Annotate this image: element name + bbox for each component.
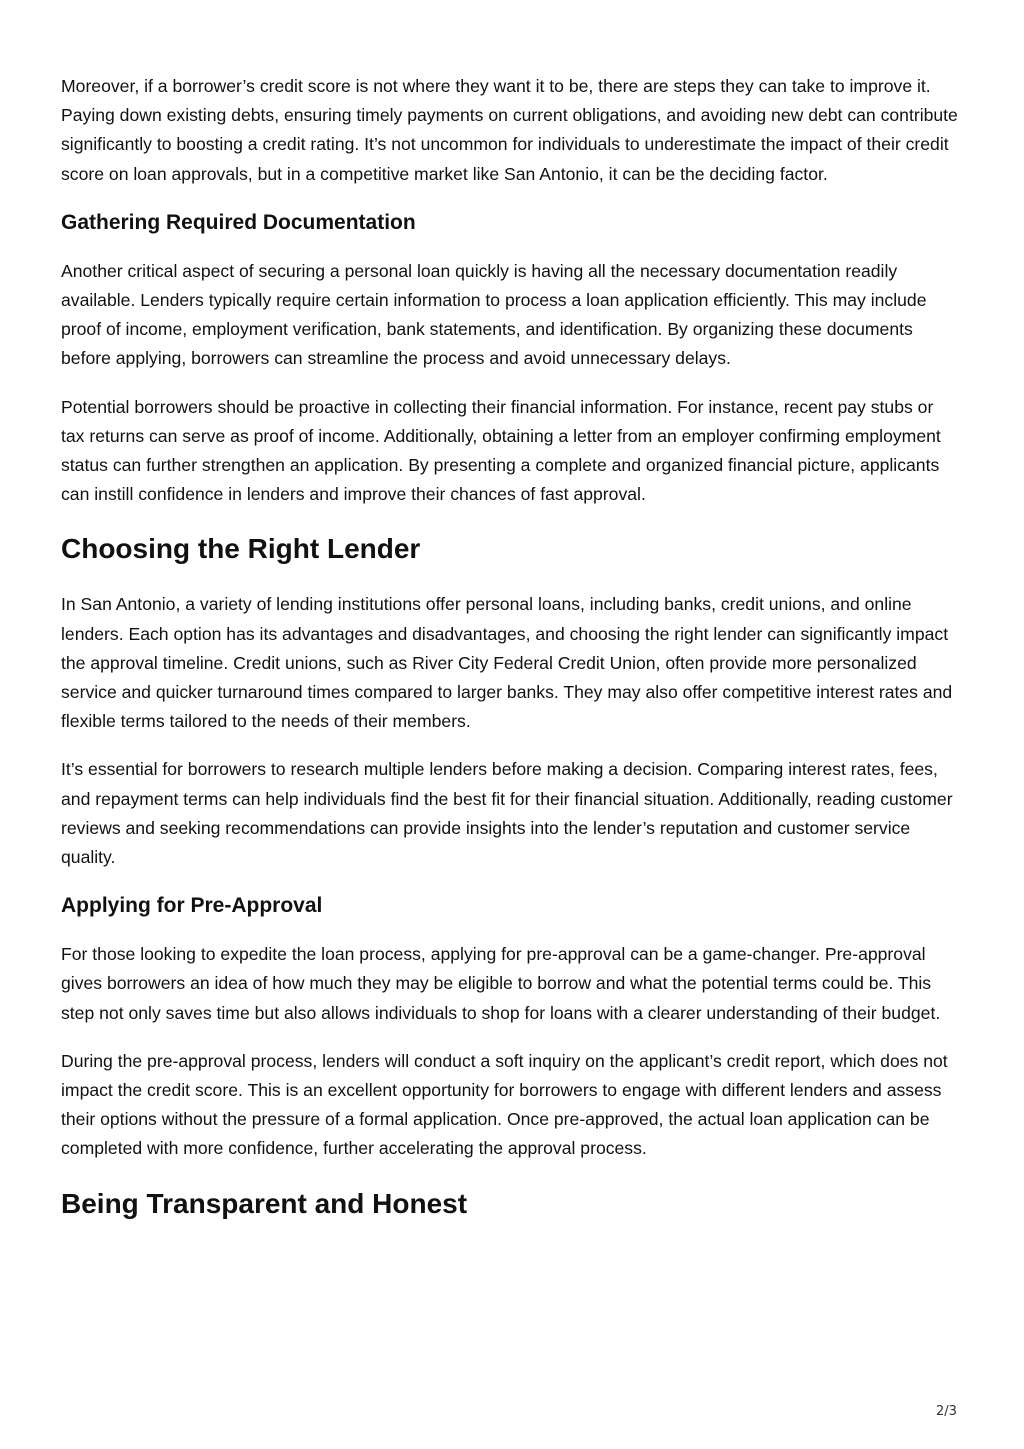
paragraph-documentation: Another critical aspect of securing a personal loan quickly is having all the necessary documentation readily available. Lenders typically require certain information to process a loan application efficiently. This may include proof of income, employment verification, bank statements, and identification. By organizing these documents before applying, borrowers can streamline the process and avoid unnecessary delays. — [61, 260, 927, 369]
heading-transparent-honest: Being Transparent and Honest — [61, 1187, 468, 1219]
paragraph-research-lenders: It’s essential for borrowers to research multiple lenders before making a decision. Comparing interest rates, fees, and repayment terms can help individuals find the best fit for their financial situation. Additionally, reading customer reviews and seeking recommendations can provide insights into the lender’s reputation and customer service quality. — [61, 759, 953, 868]
paragraph-pre-approval-process: During the pre-approval process, lenders will conduct a soft inquiry on the applicant’s credit report, which does not impact the credit score. This is an excellent opportunity for borrowers to engage with different lenders and assess their options without the pressure of a formal application. Once pre-approved, the actual loan application can be completed with more confidence, further accelerating the approval process. — [61, 1050, 948, 1159]
document-page — [61, 72, 961, 1245]
heading-choosing-lender: Choosing the Right Lender — [61, 533, 421, 565]
paragraph-pre-approval-benefits: For those looking to expedite the loan process, applying for pre-approval can be a game-changer. Pre-approval gives borrowers an idea of how much they may be eligible to borrow and what the potential terms could be. This step not only saves time but also allows individuals to shop for loans with a clearer understanding of their budget. — [61, 944, 941, 1023]
paragraph-financial-information: Potential borrowers should be proactive in collecting their financial information. For instance, recent pay stubs or tax returns can serve as proof of income. Additionally, obtaining a letter from an employer confirming employment status can further strengthen an application. By presenting a complete and organized financial picture, applicants can instill confidence in lenders and improve their chances of fast approval. — [61, 396, 941, 505]
paragraph-lending-institutions: In San Antonio, a variety of lending institutions offer personal loans, including banks, credit unions, and online lenders. Each option has its advantages and disadvantages, and choosing the right lender can significantly impact the approval timeline. Credit unions, such as River City Federal Credit Union, often provide more personalized service and quicker turnaround times compared to larger banks. They may also offer competitive interest rates and flexible terms tailored to the needs of their members. — [61, 594, 953, 732]
paragraph-credit-improvement: Moreover, if a borrower’s credit score is not where they want it to be, there are steps they can take to improve it. Paying down existing debts, ensuring timely payments on current obligations, and avoiding new debt can contribute significantly to boosting a credit rating. It’s not uncommon for individuals to underestimate the impact of their credit score on loan approvals, but in a competitive market like San Antonio, it can be the deciding factor. — [61, 76, 958, 184]
page-number: 2/3 — [936, 1404, 957, 1419]
heading-pre-approval: Applying for Pre-Approval — [61, 894, 323, 918]
heading-gathering-documentation: Gathering Required Documentation — [61, 210, 416, 234]
